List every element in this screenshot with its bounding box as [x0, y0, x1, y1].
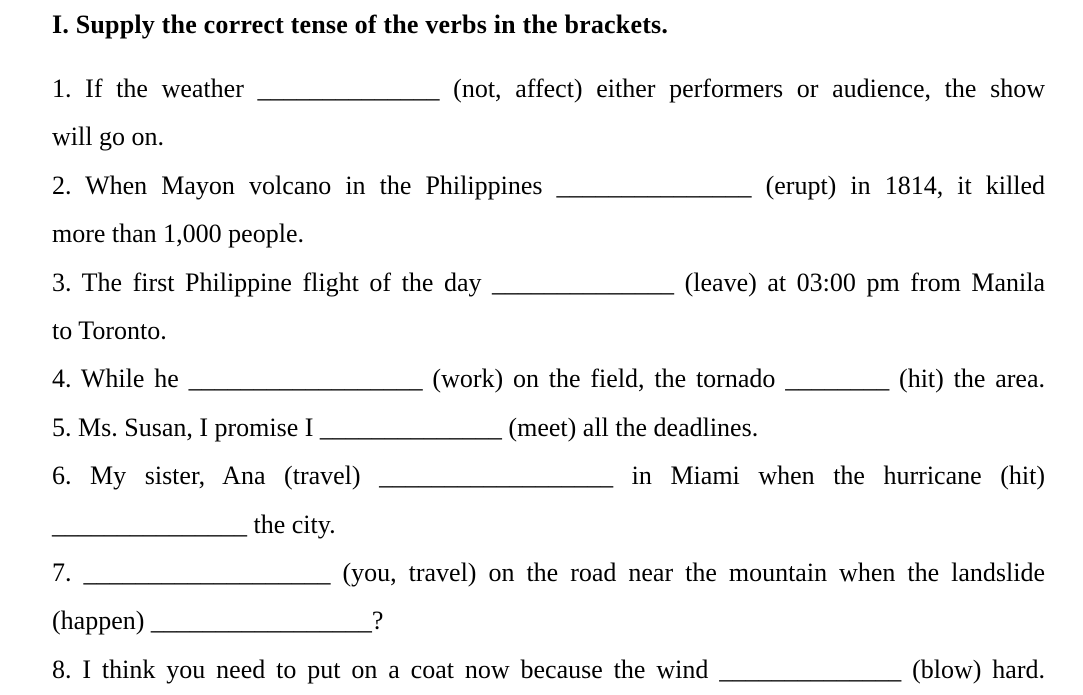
exercise-line-8: 8. I think you need to put on a coat now because the wind ______________ (blow) hard.: [52, 654, 1045, 684]
exercise-line-3b: to Toronto.: [52, 315, 167, 345]
exercise-line-2b: more than 1,000 people.: [52, 219, 304, 249]
exercise-line-6a: 6. My sister, Ana (travel) __________________ in Miami when the hurricane (hit): [52, 461, 1045, 491]
exercise-line-5: 5. Ms. Susan, I promise I ______________ (meet) all the deadlines.: [52, 412, 759, 442]
exercise-line-7b: (happen) _________________?: [52, 606, 384, 636]
exercise-line-1b: will go on.: [52, 122, 164, 152]
section-heading: I. Supply the correct tense of the verbs in the brackets.: [52, 10, 669, 39]
exercise-line-3a: 3. The first Philippine flight of the day ______________ (leave) at 03:00 pm from Manila: [52, 267, 1045, 297]
exercise-line-1a: 1. If the weather ______________ (not, affect) either performers or audience, the show: [52, 74, 1045, 103]
exercise-line-2a: 2. When Mayon volcano in the Philippines _______________ (erupt) in 1814, it killed: [52, 170, 1045, 200]
exercise-line-7a: 7. ___________________ (you, travel) on the road near the mountain when the landslide: [52, 557, 1045, 587]
exercise-line-4: 4. While he __________________ (work) on the field, the tornado ________ (hit) the area.: [52, 364, 1045, 394]
exercise-line-6b: _______________ the city.: [52, 509, 336, 539]
